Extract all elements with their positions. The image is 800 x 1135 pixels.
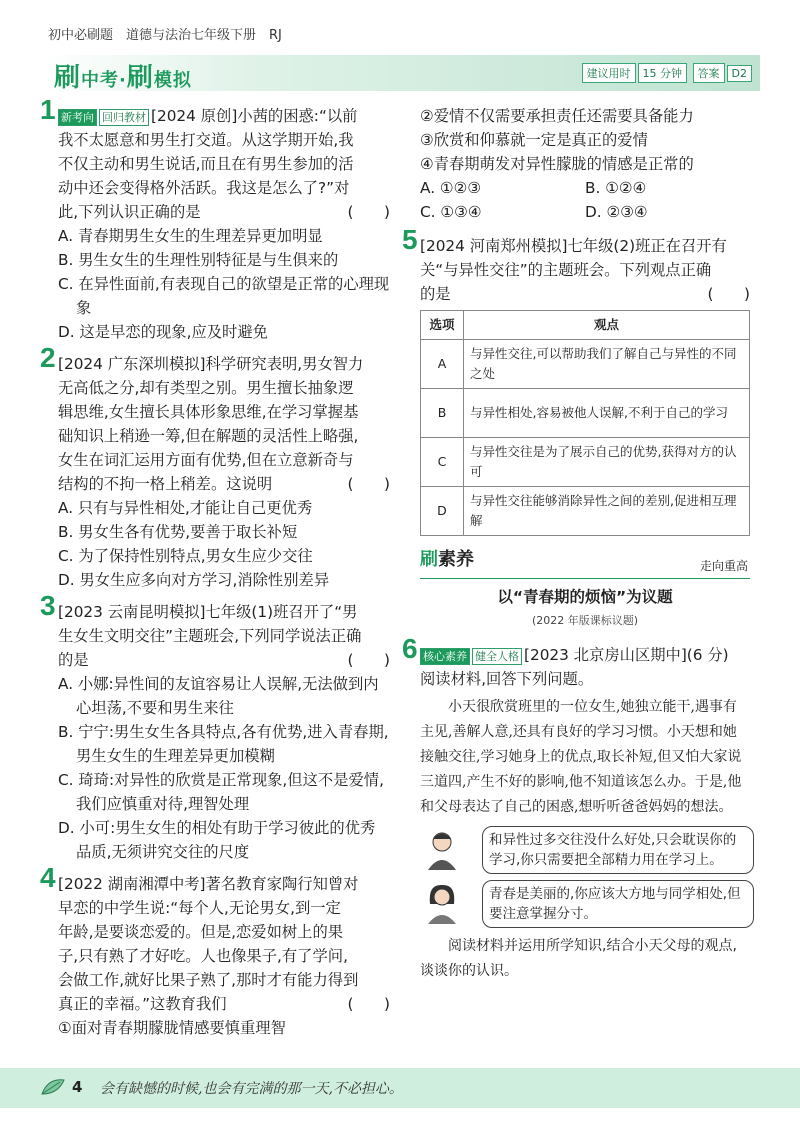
row-value: 与异性交往,可以帮助我们了解自己与异性的不同之处 (464, 340, 750, 389)
reading-material: 小天很欣赏班里的一位女生,她独立能干,遇事有主见,善解人意,还具有良好的学习习惯。小天想和她接触交往,学习她身上的优点,取长补短,但又怕大家说三道四,产生不好的影响,他不知道该怎么办。于是,他和父母表达了自己的困惑,想听听爸爸妈妈的想法。 (420, 699, 742, 815)
option-c[interactable]: C. 为了保持性别特点,男女生应少交往 (58, 547, 313, 565)
father-speech (420, 826, 750, 874)
banner-logo (54, 57, 192, 94)
options-table (420, 310, 750, 536)
option-b[interactable]: B. 宁宁:男生女生各具特点,各有优势,进入青春期,男生女生的生理差异更加模糊 (58, 723, 389, 765)
tag-new: 新考向 (58, 109, 97, 126)
topic-title: 以“青春期的烦恼”为议题 (497, 588, 673, 606)
question-line: 女生在词汇运用方面有优势,但在立意新奇与 (58, 451, 354, 469)
tag-personality: 健全人格 (472, 648, 522, 665)
question-task: 阅读材料并运用所学知识,结合小天父母的观点,谈谈你的认识。 (420, 938, 737, 979)
question-6 (402, 633, 750, 984)
statement-1: ①面对青春期朦胧情感要慎重理智 (58, 1019, 286, 1037)
option-a[interactable]: A. 青春期男生女生的生理差异更加明显 (58, 227, 323, 245)
option-c[interactable]: C. 琦琦:对异性的欣赏是正常现象,但这不是爱情,我们应慎重对待,理智处理 (58, 771, 384, 813)
option-b[interactable]: B. ①②④ (585, 179, 647, 197)
question-2 (40, 342, 390, 592)
tag-textbook: 回归教材 (99, 109, 149, 126)
question-number: 2 (40, 342, 56, 373)
question-line: 的是 ( ) (420, 282, 750, 306)
right-column (402, 104, 750, 992)
footer-motto: 会有缺憾的时候,也会有完满的那一天,不必担心。 (100, 1081, 403, 1097)
answer-blank[interactable]: ( ) (347, 995, 390, 1013)
row-value: 与异性交往是为了展示自己的优势,获得对方的认可 (464, 438, 750, 487)
question-line: 年龄,是要谈恋爱的。但是,恋爱如树上的果 (58, 923, 344, 941)
option-a[interactable]: A. 只有与异性相处,才能让自己更优秀 (58, 499, 313, 517)
question-line: 辑思维,女生擅长具体形象思维,在学习掌握基 (58, 403, 359, 421)
section-banner (40, 55, 760, 91)
option-d[interactable]: D. 小可:男生女生的相处有助于学习彼此的优秀品质,无须讲究交往的尺度 (58, 819, 376, 861)
answer-label: 答案 (693, 63, 725, 83)
question-line: 础知识上稍逊一筹,但在解题的灵活性上略强, (58, 427, 359, 445)
leaf-icon (40, 1076, 66, 1098)
tag-core: 核心素养 (420, 648, 470, 665)
option-c[interactable]: C. 在异性面前,有表现自己的欲望是正常的心理现象 (58, 275, 390, 317)
section-header (420, 548, 750, 579)
mother-avatar-icon (424, 882, 460, 924)
question-number: 4 (40, 862, 56, 893)
option-b[interactable]: B. 男女生各有优势,要善于取长补短 (58, 523, 298, 541)
row-key: C (421, 438, 464, 487)
answer-page: D2 (727, 65, 752, 82)
mother-bubble: 青春是美丽的,你应该大方地与同学相处,但要注意掌握分寸。 (482, 880, 754, 928)
statement-3: ③欣赏和仰慕就一定是真正的爱情 (420, 131, 648, 149)
header-top (48, 20, 758, 44)
table-row[interactable] (421, 438, 750, 487)
choice-grid (420, 176, 750, 224)
row-key: A (421, 340, 464, 389)
question-3 (40, 590, 390, 864)
table-row[interactable] (421, 340, 750, 389)
answer-blank[interactable]: ( ) (707, 285, 750, 303)
father-avatar-icon (424, 828, 460, 870)
logo-text-1: 中考· (81, 70, 127, 91)
question-number: 5 (402, 224, 418, 255)
option-d[interactable]: D. ②③④ (585, 203, 648, 221)
row-value: 与异性交往能够消除异性之间的差别,促进相互理解 (464, 487, 750, 536)
column-header: 观点 (464, 311, 750, 340)
question-line: [2022 湖南湘潭中考]著名教育家陶行知曾对 (58, 875, 359, 893)
question-line: 会做工作,就好比果子熟了,那时才有能力得到 (58, 971, 359, 989)
question-number: 6 (402, 633, 418, 664)
father-bubble: 和异性过多交往没什么好处,只会耽误你的学习,你只需要把全部精力用在学习上。 (482, 826, 754, 874)
option-a[interactable]: A. 小娜:异性间的友谊容易让人误解,无法做到内心坦荡,不要和男生来往 (58, 675, 379, 717)
time-answer-box (580, 63, 752, 83)
page-number: 4 (72, 1078, 83, 1096)
question-line: 不仅主动和男生说话,而且在有男生参加的活 (58, 155, 354, 173)
question-1 (40, 94, 390, 344)
question-line: 关“与异性交往”的主题班会。下列观点正确 (420, 261, 712, 279)
question-line: [2024 广东深圳模拟]科学研究表明,男女智力 (58, 355, 364, 373)
table-row[interactable] (421, 487, 750, 536)
logo-char-2: 刷 (126, 63, 154, 93)
question-prompt: 阅读材料,回答下列问题。 (420, 670, 594, 688)
topic-subtitle: (2022 年版课标议题) (531, 614, 639, 627)
option-a[interactable]: A. ①②③ (420, 179, 482, 197)
question-line: [2023 云南昆明模拟]七年级(1)班召开了“男 (58, 603, 358, 621)
statement-4: ④青春期萌发对异性朦胧的情感是正常的 (420, 155, 694, 173)
row-key: D (421, 487, 464, 536)
option-b[interactable]: B. 男生女生的生理性别特征是与生俱来的 (58, 251, 339, 269)
answer-blank[interactable]: ( ) (347, 203, 390, 221)
logo-char-1: 刷 (54, 63, 82, 93)
question-line: 的是 ( ) (58, 648, 390, 672)
section-subtitle: 走向重高 (699, 559, 748, 573)
mother-speech (420, 880, 750, 928)
question-4 (40, 862, 390, 1040)
section-title: 刷素养 (420, 549, 474, 570)
table-row[interactable] (421, 389, 750, 438)
table-header (421, 311, 750, 340)
question-line: [2024 原创]小茜的困惑:“以前 (151, 107, 358, 125)
logo-text-2: 模拟 (153, 70, 192, 91)
question-line: 动中还会变得格外活跃。我这是怎么了?”对 (58, 179, 350, 197)
question-line: 子,只有熟了才好吃。人也像果子,有了学问, (58, 947, 348, 965)
question-line: 此,下列认识正确的是 ( ) (58, 200, 390, 224)
question-source: [2023 北京房山区期中](6 分) (524, 646, 729, 664)
time-value: 15 分钟 (638, 63, 688, 83)
answer-blank[interactable]: ( ) (347, 475, 390, 493)
page-footer (0, 1068, 800, 1108)
question-line: 无高低之分,却有类型之别。男生擅长抽象逻 (58, 379, 354, 397)
statement-2: ②爱情不仅需要承担责任还需要具备能力 (420, 107, 694, 125)
question-line: 我不太愿意和男生打交道。从这学期开始,我 (58, 131, 354, 149)
answer-blank[interactable]: ( ) (347, 651, 390, 669)
option-d[interactable]: D. 这是早恋的现象,应及时避免 (58, 323, 268, 341)
question-5 (402, 224, 750, 536)
question-line: 早恋的中学生说:“每个人,无论男女,到一定 (58, 899, 341, 917)
question-line: 结构的不拘一格上稍差。这说明 ( ) (58, 472, 390, 496)
question-number: 3 (40, 590, 56, 621)
question-number: 1 (40, 94, 56, 125)
row-key: B (421, 389, 464, 438)
time-label: 建议用时 (582, 63, 636, 83)
left-column (40, 94, 390, 1048)
question-line: [2024 河南郑州模拟]七年级(2)班正在召开有 (420, 237, 727, 255)
book-title: 初中必刷题 道德与法治七年级下册 RJ (48, 28, 282, 43)
question-4-continued (420, 104, 750, 224)
question-line: 真正的幸福。”这教育我们 ( ) (58, 992, 390, 1016)
row-value: 与异性相处,容易被他人误解,不利于自己的学习 (464, 389, 750, 438)
column-header: 选项 (421, 311, 464, 340)
option-c[interactable]: C. ①③④ (420, 203, 482, 221)
question-line: 生女生文明交往”主题班会,下列同学说法正确 (58, 627, 362, 645)
option-d[interactable]: D. 男女生应多向对方学习,消除性别差异 (58, 571, 330, 589)
